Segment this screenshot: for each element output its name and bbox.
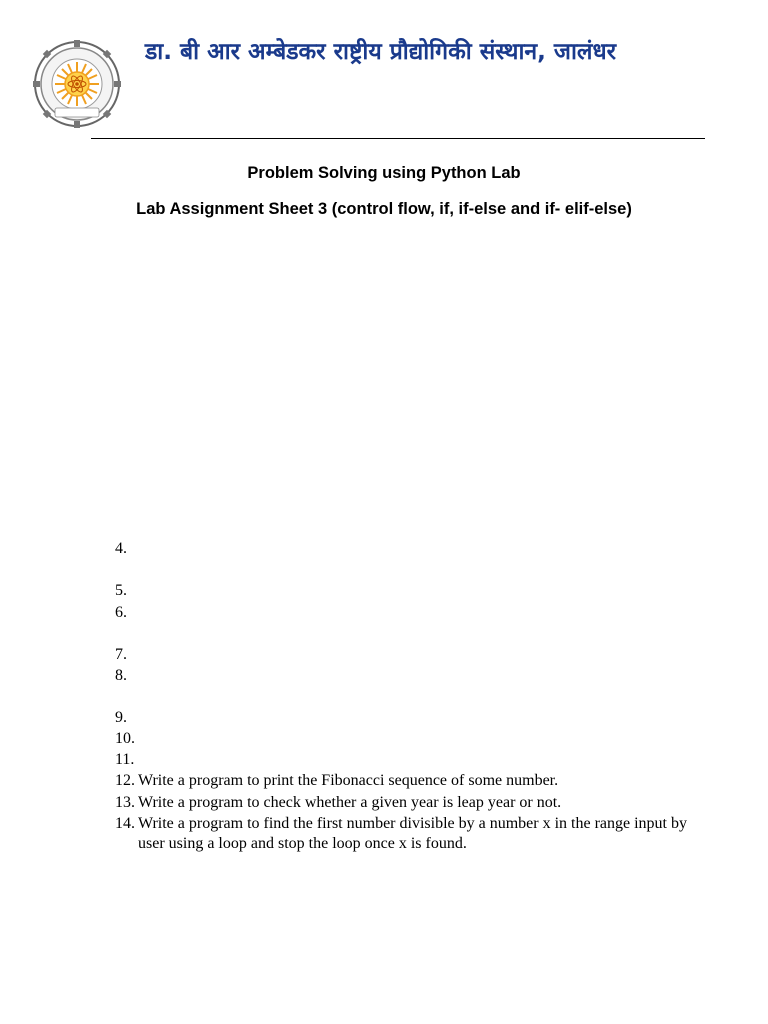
item-number: 12. bbox=[115, 772, 135, 789]
sheet-title: Lab Assignment Sheet 3 (control flow, if, if-else and if- elif-else) bbox=[136, 200, 632, 218]
item-number: 10. bbox=[115, 730, 135, 747]
header-divider bbox=[91, 138, 705, 139]
institute-emblem-icon bbox=[33, 40, 121, 128]
item-number: 7. bbox=[115, 646, 127, 663]
item-number: 11. bbox=[115, 751, 135, 768]
item-number: 9. bbox=[115, 709, 127, 726]
item-text: Write a program to check whether a given year is leap year or not. bbox=[138, 794, 562, 811]
item-text: Write a program to find the first number divisible by a number x in the range input by user using a loop and stop the loop once x is found. bbox=[138, 815, 687, 852]
institute-name-hindi: डा. बी आर अम्बेडकर राष्ट्रीय प्रौद्योगिकी संस्थान, जालंधर bbox=[145, 39, 617, 65]
item-number: 6. bbox=[115, 604, 127, 621]
item-text: Write a program to print the Fibonacci sequence of some number. bbox=[138, 772, 559, 789]
course-title: Problem Solving using Python Lab bbox=[247, 164, 521, 182]
item-number: 13. bbox=[115, 794, 135, 811]
item-number: 5. bbox=[115, 582, 127, 599]
institute-logo bbox=[33, 40, 121, 128]
item-number: 8. bbox=[115, 667, 127, 684]
item-number: 14. bbox=[115, 815, 135, 832]
item-number: 4. bbox=[115, 540, 127, 557]
